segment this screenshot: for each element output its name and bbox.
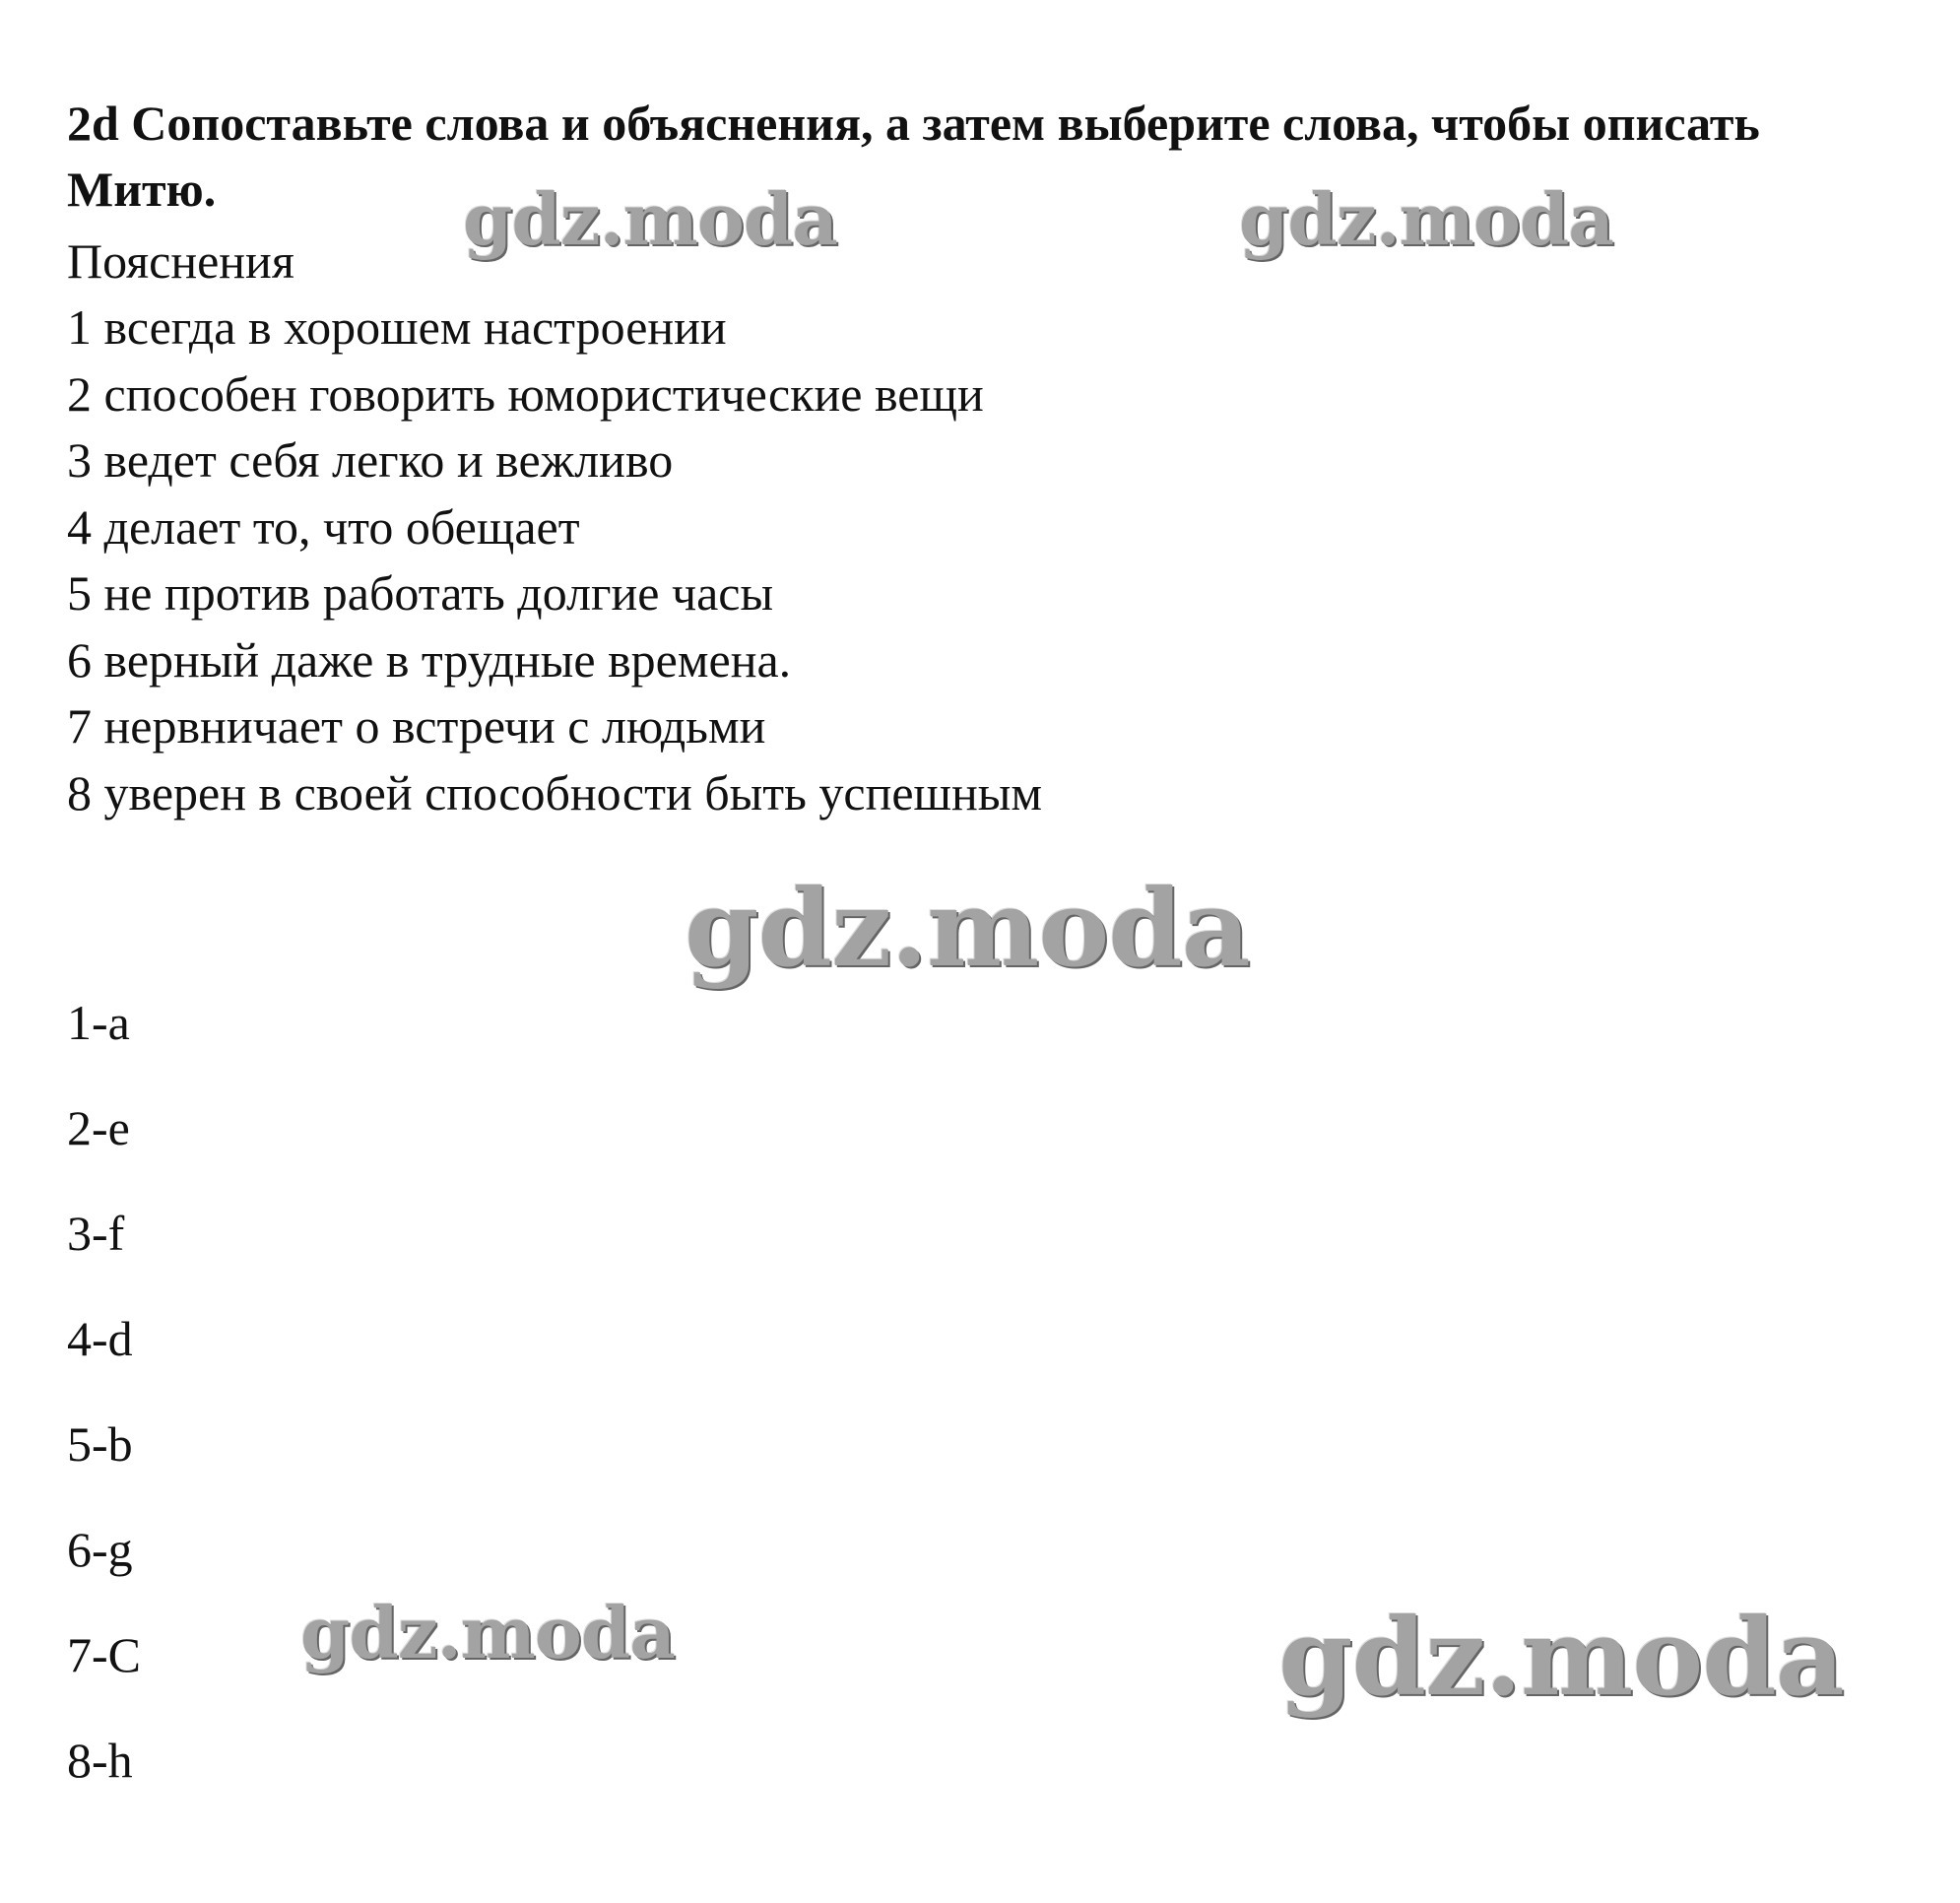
watermark: gdz.moda (1278, 1596, 1844, 1720)
watermark: gdz.moda (1239, 177, 1613, 261)
watermark: gdz.moda (685, 867, 1250, 991)
explanation-item: 2 способен говорить юмористические вещи (67, 365, 984, 422)
explanation-item: 6 верный даже в трудные времена. (67, 631, 792, 688)
watermark: gdz.moda (300, 1591, 675, 1674)
explanations-label: Пояснения (67, 233, 294, 289)
explanation-item: 7 нервничает о встречи с людьми (67, 698, 766, 754)
answer-item: 3-f (67, 1206, 125, 1261)
explanation-item: 4 делает то, что обещает (67, 498, 580, 555)
answer-item: 2-e (67, 1100, 130, 1155)
answer-item: 8-h (67, 1733, 133, 1788)
answer-item: 1-a (67, 995, 130, 1050)
exercise-title: 2d Сопоставьте слова и объяснения, а затем выберите слова, чтобы описать Митю. (67, 96, 1760, 217)
answer-item: 7-C (67, 1627, 141, 1682)
watermark: gdz.moda (463, 177, 837, 261)
explanation-item: 3 ведет себя легко и вежливо (67, 432, 674, 488)
answer-item: 6-g (67, 1522, 133, 1577)
explanation-item: 1 всегда в хорошем настроении (67, 299, 727, 355)
answer-item: 5-b (67, 1416, 133, 1472)
answer-item: 4-d (67, 1311, 133, 1366)
answers-list (67, 970, 141, 1813)
explanations-list (67, 295, 1042, 826)
explanation-item: 5 не против работать долгие часы (67, 565, 774, 621)
explanation-item: 8 уверен в своей способности быть успешным (67, 764, 1043, 820)
